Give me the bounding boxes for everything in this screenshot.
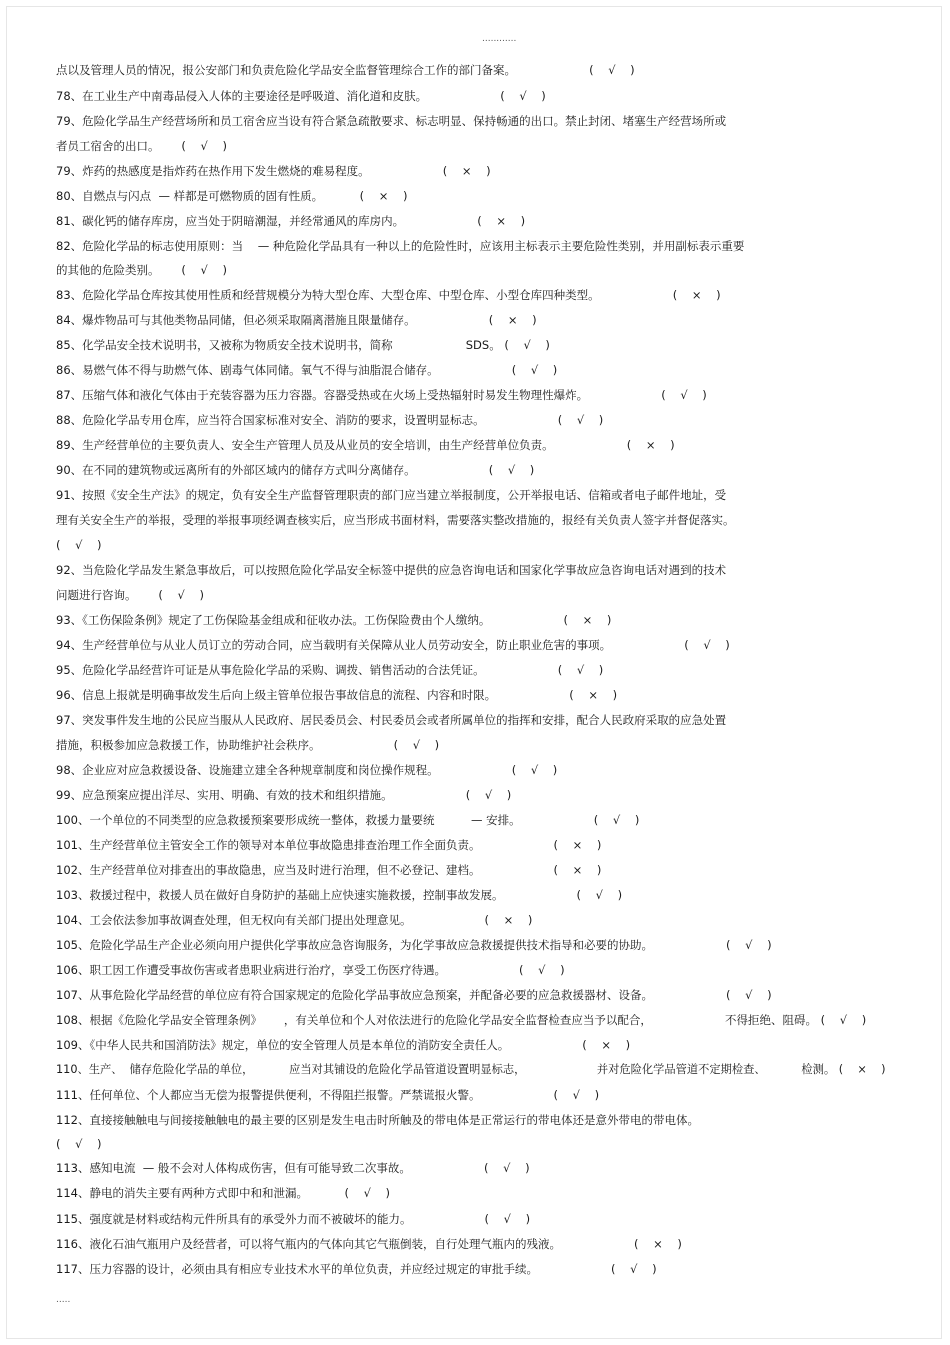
question-line: 89、生产经营单位的主要负责人、安全生产管理人员及从业员的安全培训，由生产经营单位负责。 ( × )	[56, 438, 675, 452]
question-line: 112、直接接触触电与间接接触触电的最主要的区别是发生电击时所触及的带电体是正常运行的带电体还是意外带电的带电体。	[56, 1113, 699, 1127]
question-line: 99、应急预案应提出洋尽、实用、明确、有效的技术和组织措施。 ( √ )	[56, 788, 512, 802]
question-line: 87、压缩气体和液化气体由于充装容器为压力容器。容器受热或在火场上受热辐射时易发生物理性爆炸。 ( √ )	[56, 388, 707, 402]
question-line: 92、当危险化学品发生紧急事故后，可以按照危险化学品安全标签中提供的应急咨询电话和国家化学事故应急咨询电话对遇到的技术	[56, 563, 727, 577]
question-line: 111、任何单位、个人都应当无偿为报警提供便利，不得阻拦报警。严禁谎报火警。 ( √ )	[56, 1088, 600, 1102]
question-line: 93、《工伤保险条例》规定了工伤保险基金组成和征收办法。工伤保险费由个人缴纳。 ( × )	[56, 613, 612, 627]
question-line: 101、生产经营单位主管安全工作的领导对本单位事故隐患排查治理工作全面负责。 ( × )	[56, 838, 602, 852]
question-line: 94、生产经营单位与从业人员订立的劳动合同，应当载明有关保障从业人员劳动安全，防止职业危害的事项。 ( √ )	[56, 638, 730, 652]
question-line: 81、碳化钙的储存库房，应当处于阴暗潮湿，并经常通风的库房内。 ( × )	[56, 214, 526, 228]
question-line: 者员工宿舍的出口。 ( √ )	[56, 139, 227, 153]
question-line: 103、救援过程中，救援人员在做好自身防护的基础上应快速实施救援，控制事故发展。 ( √ )	[56, 888, 623, 902]
question-line: 85、化学品安全技术说明书，又被称为物质安全技术说明书，简称 SDS。 ( √ )	[56, 338, 550, 352]
question-line: 108、根据《危险化学品安全管理条例》 ，有关单位和个人对依法进行的危险化学品安全监督检查应当予以配合， 不得拒绝、阻碍。 ( √ )	[56, 1013, 867, 1027]
question-line: 88、危险化学品专用仓库，应当符合国家标准对安全、消防的要求，设置明显标志。 ( √ )	[56, 413, 604, 427]
question-line: 109、《中华人民共和国消防法》规定，单位的安全管理人员是本单位的消防安全责任人。 ( × )	[56, 1038, 631, 1052]
question-line: 95、危险化学品经营许可证是从事危险化学品的采购、调拨、销售活动的合法凭证。 ( √ )	[56, 663, 604, 677]
question-line: 117、压力容器的设计，必须由具有相应专业技术水平的单位负责，并应经过规定的审批手续。 ( √ )	[56, 1262, 657, 1276]
question-line: 100、一个单位的不同类型的应急救援预案要形成统一整体，救援力量要统 — 安排。 ( √ )	[56, 813, 640, 827]
header-dots: ............	[482, 34, 517, 44]
question-line: 措施，积极参加应急救援工作，协助维护社会秩序。 ( √ )	[56, 738, 440, 752]
question-line: 80、自燃点与闪点 — 样都是可燃物质的固有性质。 ( × )	[56, 189, 408, 203]
question-line: 83、危险化学品仓库按其使用性质和经营规模分为特大型仓库、大型仓库、中型仓库、小型仓库四种类型。 ( × )	[56, 288, 721, 302]
question-line: 78、在工业生产中南毒品侵入人体的主要途径是呼吸道、消化道和皮肤。 ( √ )	[56, 89, 546, 103]
question-line: 79、炸药的热感度是指炸药在热作用下发生燃烧的难易程度。 ( × )	[56, 164, 491, 178]
question-line: 点以及管理人员的情况，报公安部门和负责危险化学品安全监督管理综合工作的部门备案。 ( √ )	[56, 63, 635, 77]
question-line: 84、爆炸物品可与其他类物品同储，但必须采取隔离潜施且限量储存。 ( × )	[56, 313, 537, 327]
question-line: ( √ )	[56, 1137, 102, 1151]
question-line: 113、感知电流 — 般不会对人体构成伤害，但有可能导致二次事故。 ( √ )	[56, 1161, 530, 1175]
question-line: 82、危险化学品的标志使用原则：当 — 种危险化学品具有一种以上的危险性时，应该用主标表示主要危险性类别，并用副标表示重要	[56, 239, 745, 253]
question-line: 104、工会依法参加事故调查处理，但无权向有关部门提出处理意见。 ( × )	[56, 913, 533, 927]
question-line: 91、按照《安全生产法》的规定，负有安全生产监督管理职责的部门应当建立举报制度，公开举报电话、信箱或者电子邮件地址，受	[56, 488, 727, 502]
question-line: 理有关安全生产的举报，受理的举报事项经调查核实后，应当形成书面材料，需要落实整改措施的，报经有关负责人签字并督促落实。	[56, 513, 735, 527]
question-line: 102、生产经营单位对排查出的事故隐患，应当及时进行治理，但不必登记、建档。 ( × )	[56, 863, 602, 877]
question-line: 86、易燃气体不得与助燃气体、剧毒气体同储。氧气不得与油脂混合储存。 ( √ )	[56, 363, 558, 377]
question-line: 116、液化石油气瓶用户及经营者，可以将气瓶内的气体向其它气瓶倒装，自行处理气瓶内的残液。 ( × )	[56, 1237, 682, 1251]
question-line: 107、从事危险化学品经营的单位应有符合国家规定的危险化学品事故应急预案，并配备必要的应急救援器材、设备。 ( √ )	[56, 988, 772, 1002]
question-line: 106、职工因工作遭受事故伤害或者患职业病进行治疗，享受工伤医疗待遇。 ( √ )	[56, 963, 565, 977]
question-line: ( √ )	[56, 538, 102, 552]
question-line: 115、强度就是材料或结构元件所具有的承受外力而不被破坏的能力。 ( √ )	[56, 1212, 531, 1226]
question-line: 98、企业应对应急救援设备、设施建立建全各种规章制度和岗位操作规程。 ( √ )	[56, 763, 558, 777]
question-line: 97、突发事件发生地的公民应当服从人民政府、居民委员会、村民委员会或者所属单位的指挥和安排，配合人民政府采取的应急处置	[56, 713, 727, 727]
question-line: 的其他的危险类别。 ( √ )	[56, 263, 227, 277]
question-line: 114、静电的消失主要有两种方式即中和和泄漏。 ( √ )	[56, 1186, 391, 1200]
question-line: 96、信息上报就是明确事故发生后向上级主管单位报告事故信息的流程、内容和时限。 ( × )	[56, 688, 618, 702]
question-line: 110、生产、 储存危险化学品的单位， 应当对其铺设的危险化学品管道设置明显标志， 并对危险化学品管道不定期检查、 检测。 ( × )	[56, 1063, 886, 1076]
question-line: 105、危险化学品生产企业必须向用户提供化学事故应急咨询服务，为化学事故应急救援提供技术指导和必要的协助。 ( √ )	[56, 938, 772, 952]
question-line: 问题进行咨询。 ( √ )	[56, 588, 204, 602]
question-line: 90、在不同的建筑物或远离所有的外部区域内的储存方式叫分离储存。 ( √ )	[56, 463, 535, 477]
footer-dots: .....	[56, 1295, 71, 1305]
question-line: 79、危险化学品生产经营场所和员工宿舍应当设有符合紧急疏散要求、标志明显、保持畅通的出口。禁止封闭、堵塞生产经营场所或	[56, 114, 727, 128]
